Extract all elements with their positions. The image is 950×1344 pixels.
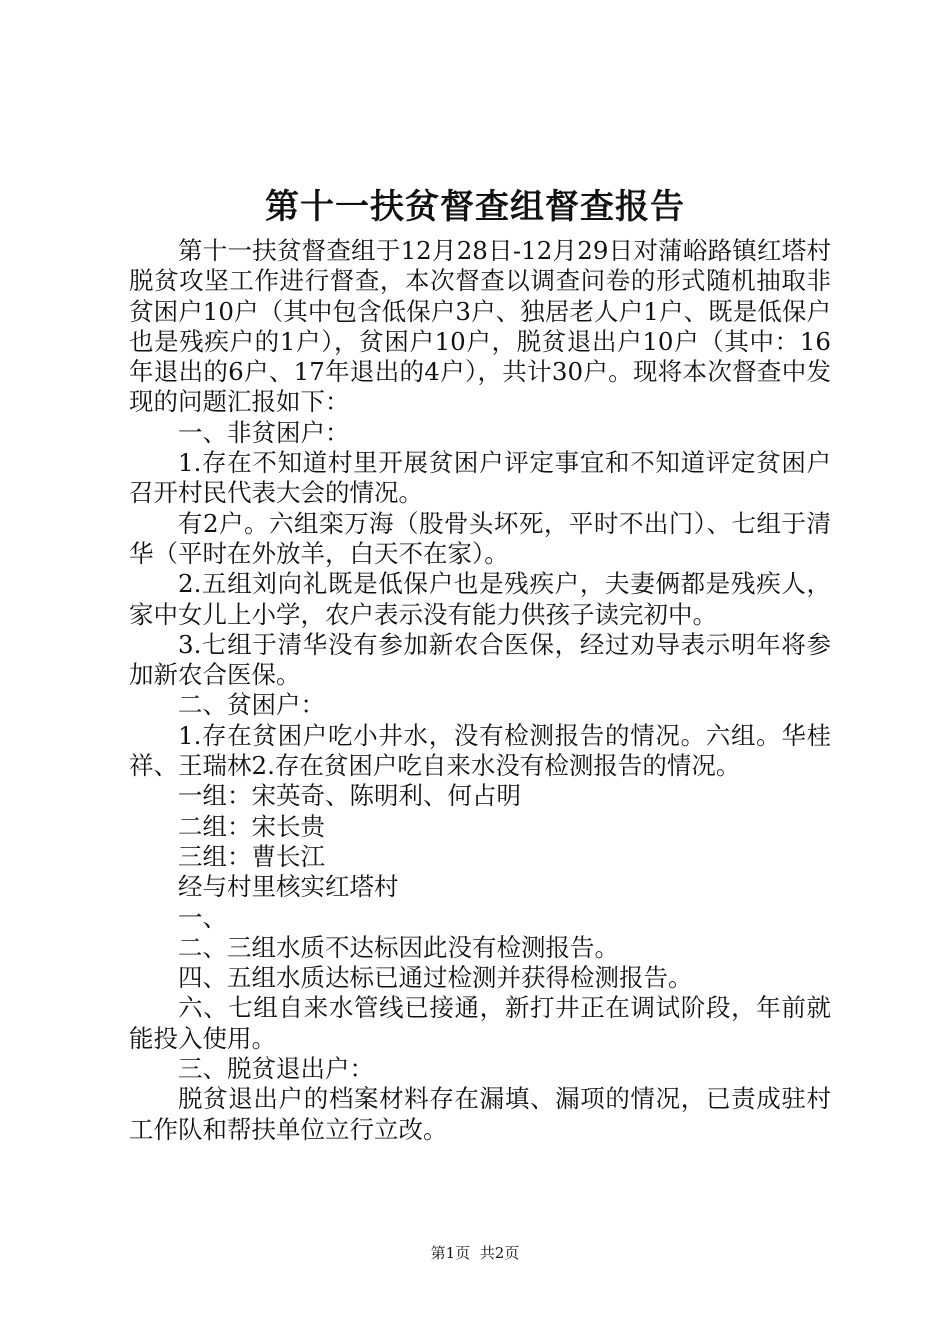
paragraph-item: 四、五组水质达标已通过检测并获得检测报告。 bbox=[178, 963, 693, 993]
paragraph-item: 二、三组水质不达标因此没有检测报告。 bbox=[178, 932, 619, 962]
paragraph-item: 3.七组于清华没有参加新农合医保，经过劝导表示明年将参加新农合医保。 bbox=[129, 629, 831, 690]
paragraph-item: 2.五组刘向礼既是低保户也是残疾户，夫妻俩都是残疾人，家中女儿上小学，农户表示没有能力供孩子读完初中。 bbox=[129, 569, 831, 629]
paragraph-item: 1.存在贫困户吃小井水，没有检测报告的情况。六组。华桂祥、王瑞林2.存在贫困户吃自来水没有检测报告的情况。 bbox=[129, 720, 831, 781]
section-heading-poor: 二、贫困户： bbox=[178, 690, 325, 720]
paragraph-intro: 第十一扶贫督查组于12月28日-12月29日对蒲峪路镇红塔村脱贫攻坚工作进行督查，本次督查以调查问卷的形式随机抽取非贫困户10户（其中包含低保户3户、独居老人户1户、既是低保户也是残疾户的1户），贫困户10户，脱贫退出户10户（其中：16年退出的6户、17年退出的4户），共计30户。现将本次督查中发现的问题汇报如下： bbox=[129, 236, 831, 417]
page-number: 第1页 bbox=[430, 1244, 471, 1262]
section-heading-non-poor: 一、非贫困户： bbox=[178, 417, 350, 447]
paragraph-item: 1.存在不知道村里开展贫困户评定事宜和不知道评定贫困户召开村民代表大会的情况。 bbox=[129, 448, 831, 508]
paragraph-item: 六、七组自来水管线已接通，新打井正在调试阶段，年前就能投入使用。 bbox=[129, 993, 831, 1053]
document-title: 第十一扶贫督查组督查报告 bbox=[265, 187, 685, 227]
page-total: 共2页 bbox=[479, 1244, 520, 1262]
paragraph-item: 脱贫退出户的档案材料存在漏填、漏项的情况，已责成驻村工作队和帮扶单位立行立改。 bbox=[129, 1084, 831, 1144]
page-footer bbox=[0, 1243, 950, 1263]
paragraph-item: 经与村里核实红塔村 bbox=[178, 872, 399, 902]
paragraph-item: 三组：曹长江 bbox=[178, 841, 325, 871]
paragraph-item: 一、 bbox=[178, 902, 227, 932]
paragraph-item: 有2户。六组栾万海（股骨头坏死，平时不出门）、七组于清华（平时在外放羊，白天不在家）。 bbox=[129, 508, 831, 568]
section-heading-exited: 三、脱贫退出户： bbox=[178, 1054, 374, 1084]
document-body bbox=[129, 236, 831, 1145]
paragraph-item: 一组：宋英奇、陈明利、何占明 bbox=[178, 781, 521, 811]
paragraph-item: 二组：宋长贵 bbox=[178, 811, 325, 841]
